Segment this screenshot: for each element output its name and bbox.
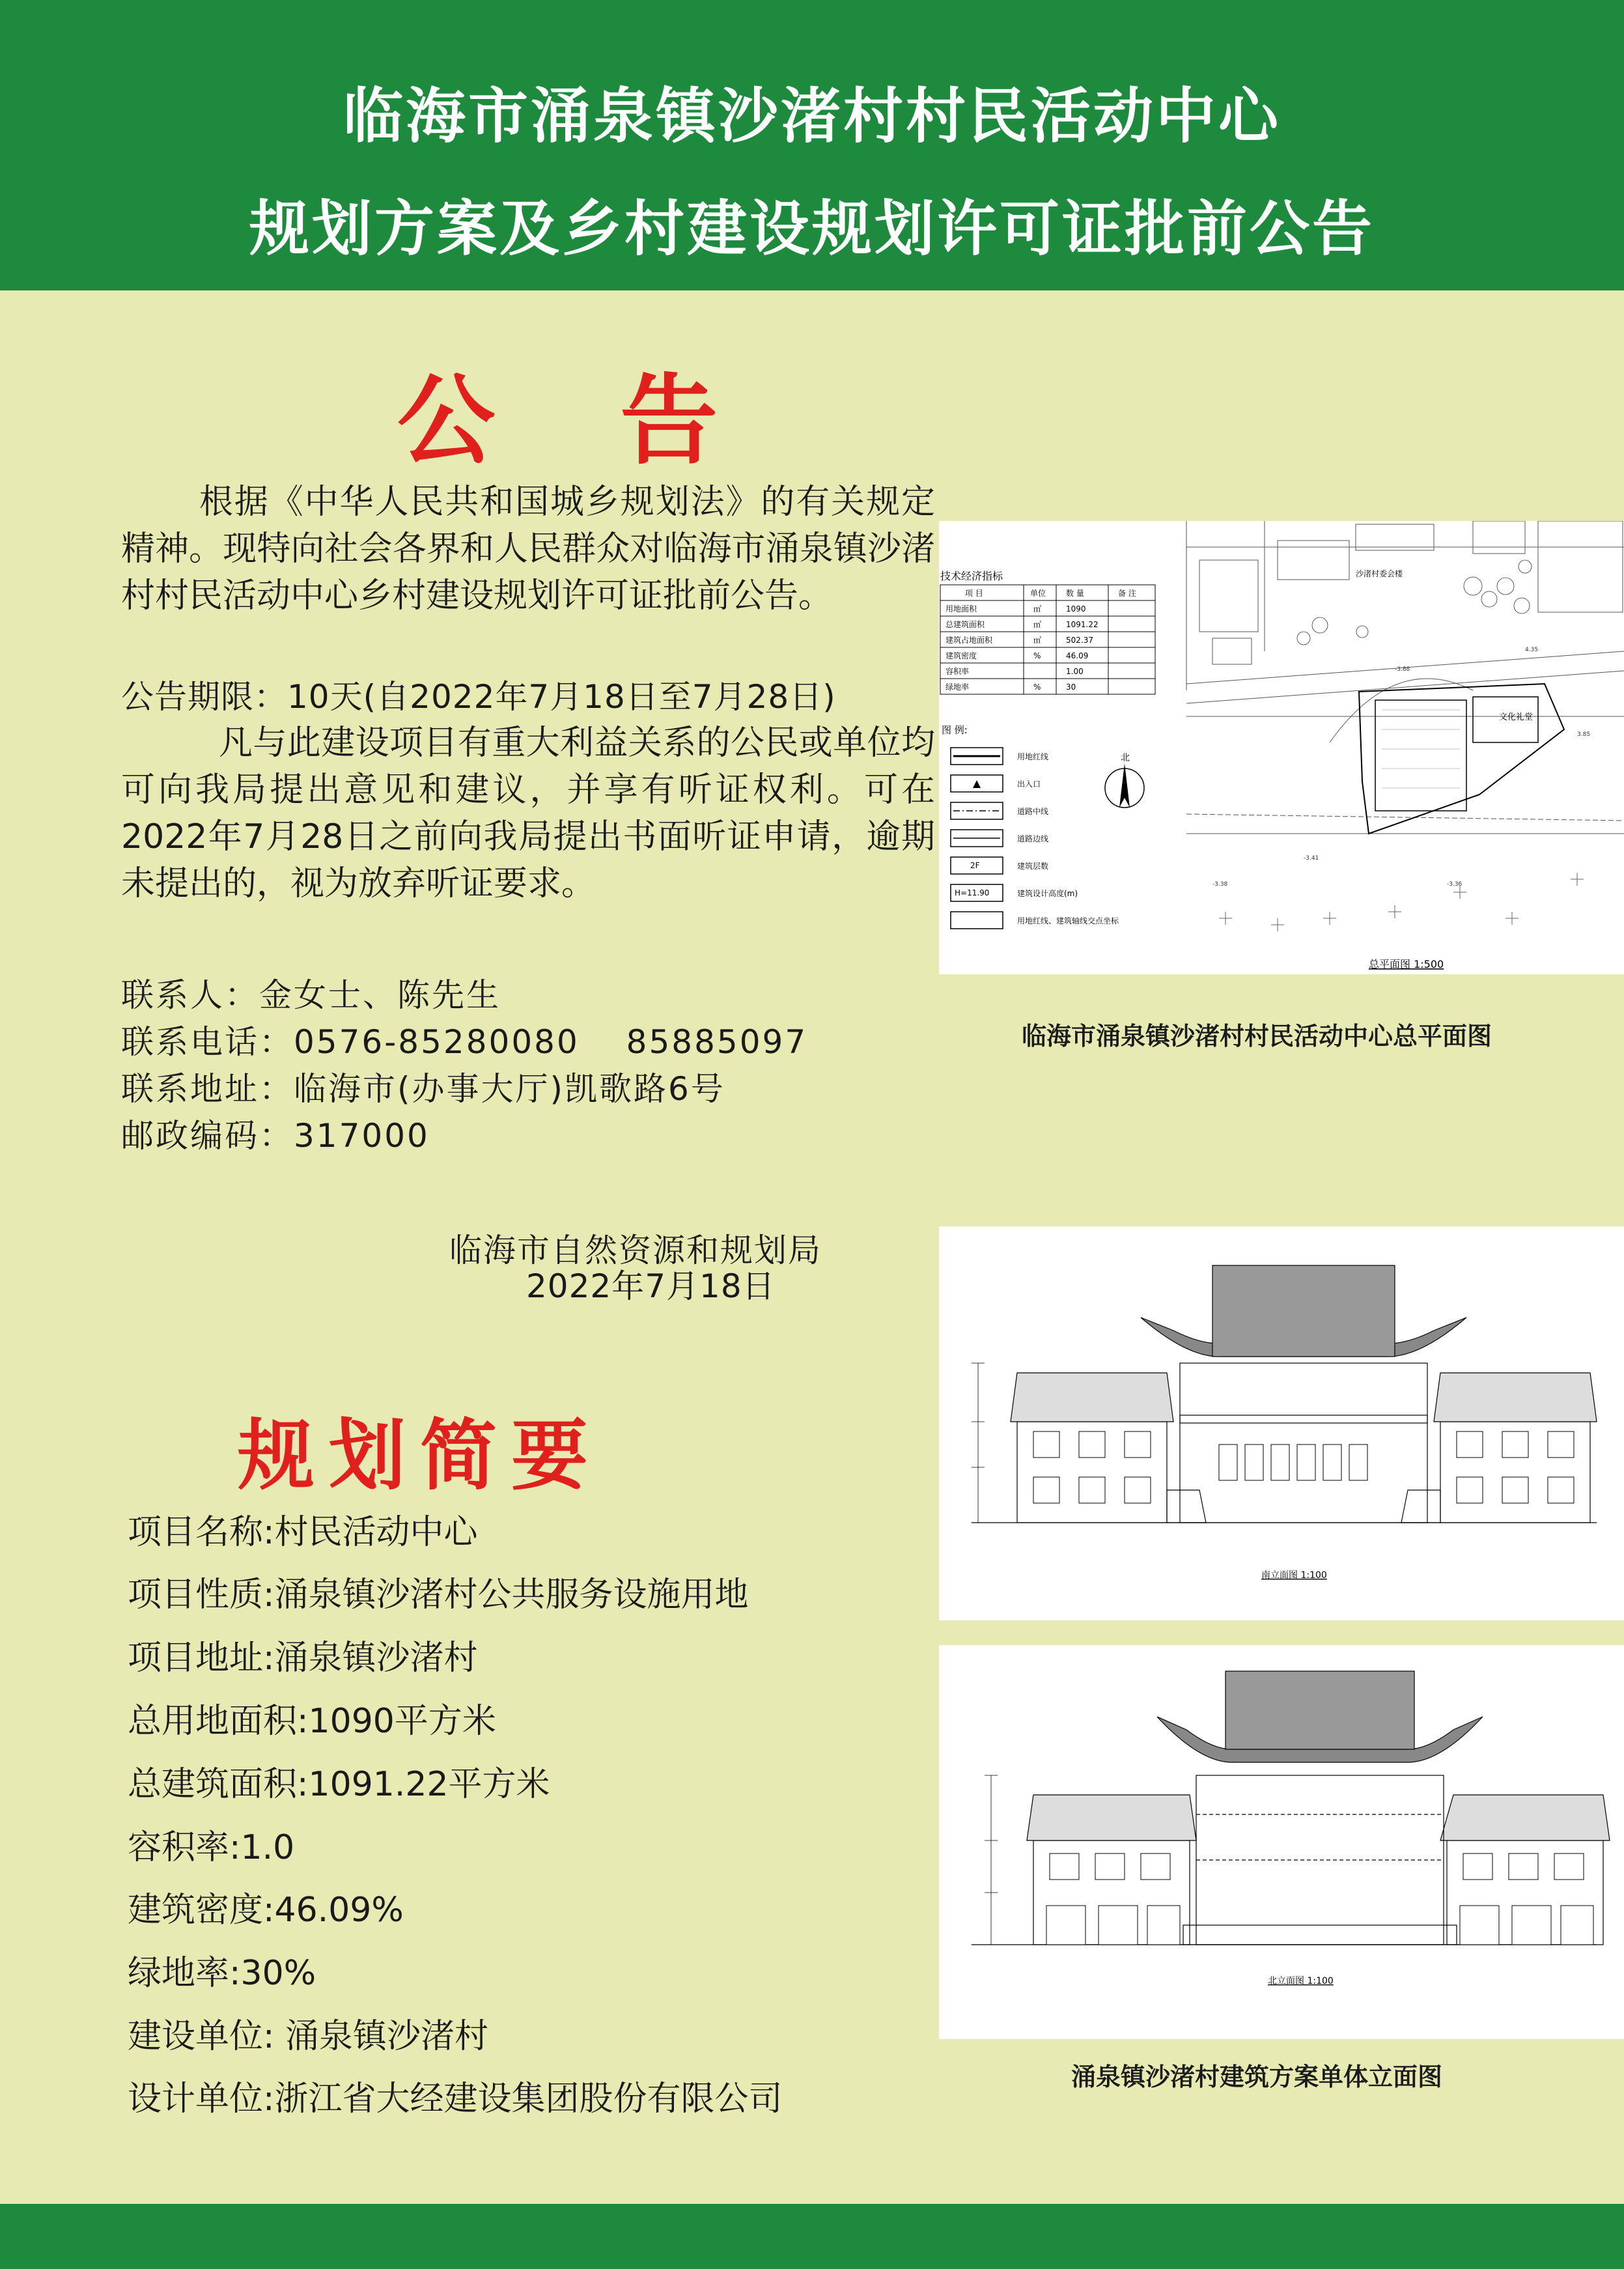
table-cell: 502.37 xyxy=(1066,636,1093,645)
table-cell: 1090 xyxy=(1066,604,1086,613)
table-title: 技术经济指标 xyxy=(940,570,1003,582)
legend-height: H=11.90 xyxy=(955,888,990,897)
table-cell: % xyxy=(1033,683,1041,692)
table-cell: 总建筑面积 xyxy=(945,620,985,629)
table-cell: 1091.22 xyxy=(1066,620,1099,629)
svg-text:-3.36: -3.36 xyxy=(1447,881,1463,888)
summary-item: 总建筑面积:1091.22平方米 xyxy=(128,1765,550,1804)
road-label: 沙渚村委会楼 xyxy=(1356,569,1403,578)
summary-item: 设计单位:浙江省大经建设集团股份有限公司 xyxy=(128,2079,783,2119)
legend-item: 道路中线 xyxy=(1017,807,1049,816)
site-plan-caption: 临海市涌泉镇沙渚村村民活动中心总平面图 xyxy=(1021,1022,1492,1050)
contact-address: 联系地址：临海市(办事大厅)凯歌路6号 xyxy=(121,1070,725,1108)
header-banner xyxy=(0,0,1624,290)
legend-item: 道路边线 xyxy=(1017,834,1049,843)
legend-floor: 2F xyxy=(970,861,980,870)
issuer: 临海市自然资源和规划局 xyxy=(449,1232,822,1269)
summary-item: 绿地率:30% xyxy=(128,1954,316,1993)
table-cell: 容积率 xyxy=(945,667,970,676)
summary-item: 项目性质:涌泉镇沙渚村公共服务设施用地 xyxy=(128,1575,749,1614)
legend-title: 图 例: xyxy=(942,724,968,736)
table-cell: ㎡ xyxy=(1033,604,1042,613)
table-cell: 46.09 xyxy=(1066,651,1089,660)
north-elevation-label: 北立面图 1:100 xyxy=(1268,1976,1334,1986)
svg-text:-3.38: -3.38 xyxy=(1212,881,1228,888)
table-cell: 建筑占地面积 xyxy=(945,636,993,645)
table-header: 项 目 xyxy=(965,589,983,598)
svg-text:-3.41: -3.41 xyxy=(1304,855,1319,862)
issue-date: 2022年7月18日 xyxy=(526,1267,776,1305)
notice-intro: 根据《中华人民共和国城乡规划法》的有关规定精神。现特向社会各界和人民群众对临海市涌泉镇沙渚村村民活动中心乡村建设规划许可证批前公告。 xyxy=(121,483,935,615)
title-line-1: 临海市涌泉镇沙渚村村民活动中心 xyxy=(343,81,1281,151)
summary-item: 项目地址:涌泉镇沙渚村 xyxy=(128,1639,478,1678)
site-plan-drawing xyxy=(939,521,1624,974)
summary-item: 总用地面积:1090平方米 xyxy=(128,1702,496,1741)
legend-item: 用地红线、建筑轴线交点坐标 xyxy=(1017,916,1119,925)
notice-heading: 公 告 xyxy=(397,363,764,478)
summary-item: 项目名称:村民活动中心 xyxy=(128,1513,478,1552)
north-elevation-drawing xyxy=(939,1645,1624,2039)
summary-item: 容积率:1.0 xyxy=(128,1828,295,1867)
north-label: 北 xyxy=(1121,753,1130,763)
title-line-2: 规划方案及乡村建设规划许可证批前公告 xyxy=(249,194,1375,264)
contact-phone: 联系电话：0576-85280080 85885097 xyxy=(121,1023,808,1061)
table-header: 单位 xyxy=(1030,589,1046,598)
south-elevation-drawing xyxy=(939,1226,1624,1620)
table-cell: 30 xyxy=(1066,683,1076,692)
table-cell: 用地面积 xyxy=(945,604,977,613)
svg-text:4.35: 4.35 xyxy=(1525,647,1539,653)
summary-item: 建筑密度:46.09% xyxy=(128,1891,404,1930)
notice-rights: 凡与此建设项目有重大利益关系的公民或单位均可向我局提出意见和建议，并享有听证权利。可在2022年7月28日之前向我局提出书面听证申请，逾期未提出的，视为放弃听证要求。 xyxy=(121,724,935,903)
table-header: 备 注 xyxy=(1118,589,1136,598)
elevation-caption: 涌泉镇沙渚村建筑方案单体立面图 xyxy=(1071,2063,1442,2091)
summary-heading: 规划简要 xyxy=(238,1410,603,1501)
building-label: 文化礼堂 xyxy=(1499,712,1533,722)
table-cell: 建筑密度 xyxy=(945,651,977,660)
table-cell: % xyxy=(1033,651,1041,660)
svg-text:3.85: 3.85 xyxy=(1577,731,1591,738)
legend-item: 出入口 xyxy=(1017,780,1041,789)
table-cell: ㎡ xyxy=(1033,620,1042,629)
scale-label: 总平面图 1:500 xyxy=(1369,958,1444,970)
notice-period: 公告期限：10天(自2022年7月18日至7月28日) xyxy=(121,678,836,716)
table-cell: 绿地率 xyxy=(945,683,970,692)
south-elevation-label: 南立面图 1:100 xyxy=(1261,1570,1327,1581)
postcode: 邮政编码：317000 xyxy=(121,1117,430,1155)
table-cell: 1.00 xyxy=(1066,667,1084,676)
contact-person: 联系人：金女士、陈先生 xyxy=(121,976,501,1014)
table-cell: ㎡ xyxy=(1033,636,1042,645)
summary-item: 建设单位: 涌泉镇沙渚村 xyxy=(128,2017,489,2056)
legend-item: 建筑设计高度(m) xyxy=(1017,889,1078,898)
table-header: 数 量 xyxy=(1066,589,1084,598)
svg-text:-3.88: -3.88 xyxy=(1395,666,1410,673)
north-arrow-icon xyxy=(1105,753,1144,808)
legend-item: 建筑层数 xyxy=(1017,862,1049,871)
footer-bar xyxy=(0,2204,1624,2269)
legend-item: 用地红线 xyxy=(1017,752,1049,761)
